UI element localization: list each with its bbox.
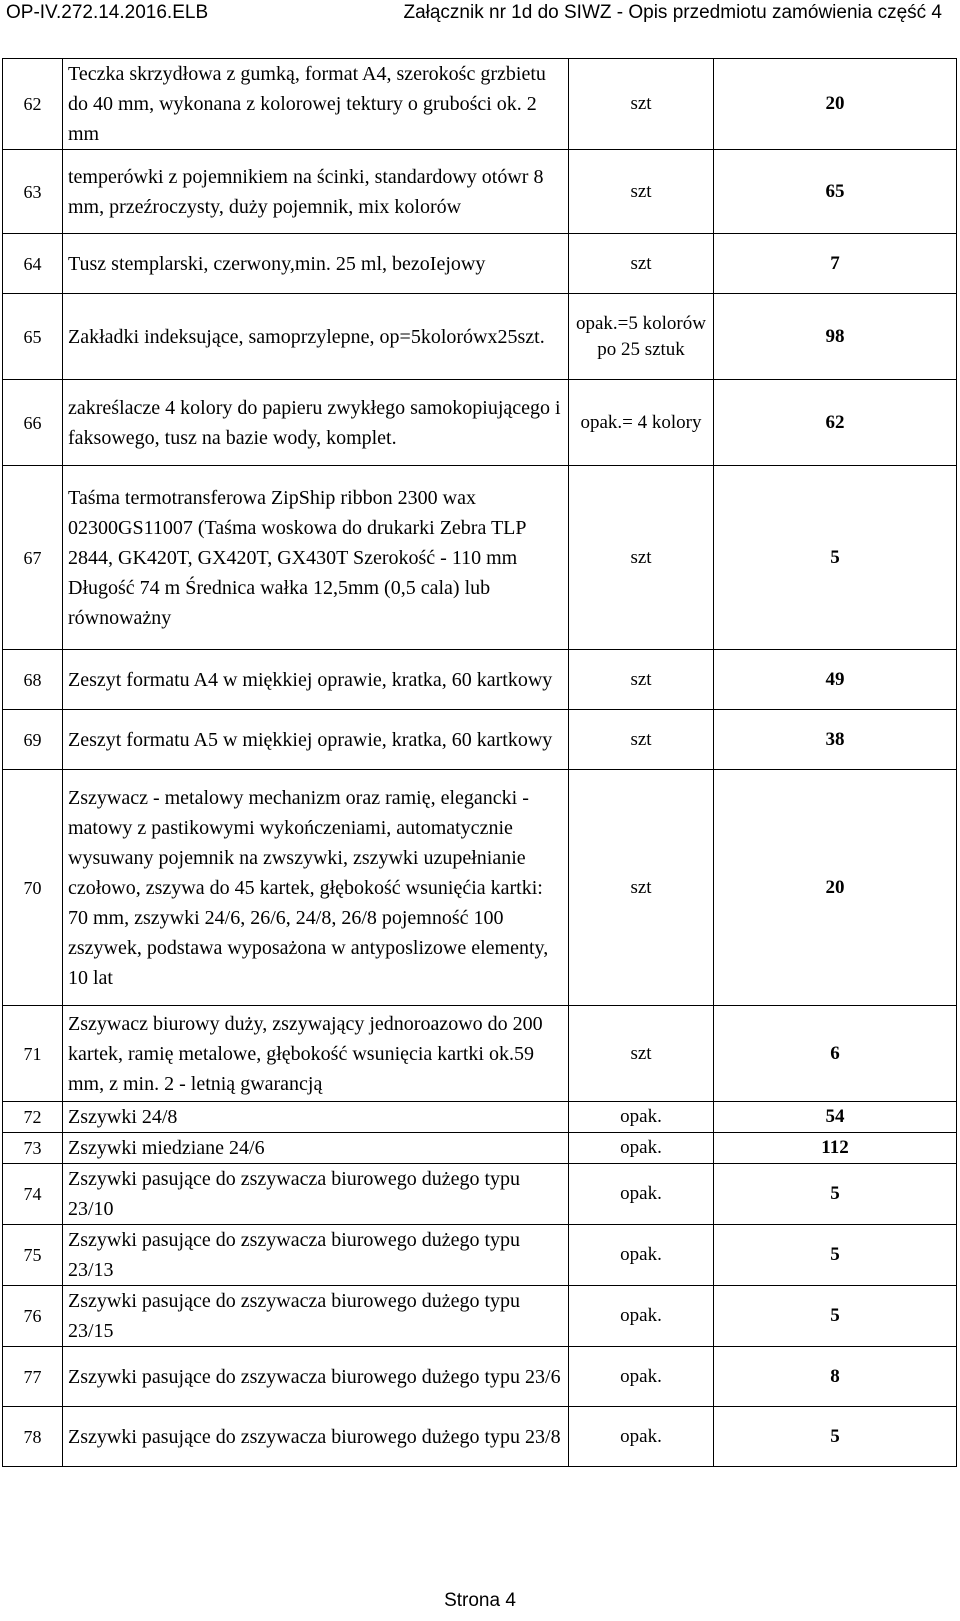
table-row [3,1164,957,1225]
item-unit: opak. [569,1164,714,1225]
item-description: zakreślacze 4 kolory do papieru zwykłego samokopiującego i faksowego, tusz na bazie wody, komplet. [63,380,569,466]
item-unit: opak. [569,1225,714,1286]
item-quantity: 5 [714,1164,957,1225]
table-row [3,650,957,710]
item-description: Zeszyt formatu A5 w miękkiej oprawie, kratka, 60 kartkowy [63,710,569,770]
item-quantity: 7 [714,234,957,294]
item-description: Zszywki miedziane 24/6 [63,1133,569,1164]
item-unit: szt [569,150,714,234]
item-quantity: 49 [714,650,957,710]
item-number: 70 [3,770,63,1006]
table-row [3,1133,957,1164]
item-number: 74 [3,1164,63,1225]
item-quantity: 62 [714,380,957,466]
table-row [3,234,957,294]
table-row [3,1102,957,1133]
item-number: 75 [3,1225,63,1286]
table-row [3,294,957,380]
item-unit: opak. [569,1286,714,1347]
item-quantity: 65 [714,150,957,234]
item-number: 72 [3,1102,63,1133]
item-quantity: 20 [714,770,957,1006]
table-row [3,1006,957,1102]
item-description: Zszywki pasujące do zszywacza biurowego dużego typu 23/15 [63,1286,569,1347]
page-footer [0,1590,960,1612]
item-description: Zszywki pasujące do zszywacza biurowego dużego typu 23/8 [63,1407,569,1467]
item-number: 69 [3,710,63,770]
item-unit: szt [569,466,714,650]
item-quantity: 5 [714,466,957,650]
attachment-title: Załącznik nr 1d do SIWZ - Opis przedmiotu zamówienia część 4 [403,2,942,23]
item-description: Zeszyt formatu A4 w miękkiej oprawie, kratka, 60 kartkowy [63,650,569,710]
item-quantity: 38 [714,710,957,770]
table-row [3,1407,957,1467]
table-row [3,770,957,1006]
item-description: Zakładki indeksujące, samoprzylepne, op=5kolorówx25szt. [63,294,569,380]
item-number: 65 [3,294,63,380]
item-quantity: 5 [714,1286,957,1347]
table-row [3,710,957,770]
table-row [3,59,957,150]
item-unit: opak. [569,1133,714,1164]
item-number: 66 [3,380,63,466]
item-description: Zszywacz - metalowy mechanizm oraz ramię, elegancki - matowy z pastikowymi wykończeniami, automatycznie wysuwany pojemnik na zwszywki, zszywki uzupełnianie czołowo, zszywa do 45 kartek, głębokość wsunięćia kartki: 70 mm, zszywki 24/6, 26/6, 24/8, 26/8 pojemność 100 zszywek, podstawa wyposażona w antyposlizowe elementy, 10 lat [63,770,569,1006]
item-number: 62 [3,59,63,150]
item-quantity: 5 [714,1225,957,1286]
item-unit: opak. [569,1102,714,1133]
item-description: Zszywki pasujące do zszywacza biurowego dużego typu 23/6 [63,1347,569,1407]
table-row [3,1347,957,1407]
item-description: temperówki z pojemnikiem na ścinki, standardowy otówr 8 mm, przeźroczysty, duży pojemnik, mix kolorów [63,150,569,234]
item-number: 71 [3,1006,63,1102]
document-reference: OP-IV.272.14.2016.ELB [6,2,209,23]
item-quantity: 112 [714,1133,957,1164]
page-number: Strona 4 [444,1590,516,1611]
item-number: 68 [3,650,63,710]
item-description: Zszywki pasujące do zszywacza biurowego dużego typu 23/10 [63,1164,569,1225]
item-quantity: 54 [714,1102,957,1133]
item-quantity: 6 [714,1006,957,1102]
table-row [3,1225,957,1286]
table-row [3,1286,957,1347]
table-row [3,466,957,650]
item-unit: szt [569,710,714,770]
item-number: 67 [3,466,63,650]
table-row [3,150,957,234]
item-number: 76 [3,1286,63,1347]
item-description: Taśma termotransferowa ZipShip ribbon 2300 wax 02300GS11007 (Taśma woskowa do drukarki Zebra TLP 2844, GK420T, GX420T, GX430T Szerokość - 110 mm Długość 74 m Średnica wałka 12,5mm (0,5 cala) lub równoważny [63,466,569,650]
item-quantity: 20 [714,59,957,150]
item-number: 78 [3,1407,63,1467]
item-number: 73 [3,1133,63,1164]
item-description: Zszywki 24/8 [63,1102,569,1133]
item-description: Teczka skrzydłowa z gumką, format A4, szerokośc grzbietu do 40 mm, wykonana z kolorowej tektury o grubości ok. 2 mm [63,59,569,150]
item-unit: szt [569,650,714,710]
table-row [3,380,957,466]
item-description: Tusz stemplarski, czerwony,min. 25 ml, bezoIejowy [63,234,569,294]
item-unit: szt [569,770,714,1006]
item-unit: opak. [569,1407,714,1467]
item-description: Zszywki pasujące do zszywacza biurowego dużego typu 23/13 [63,1225,569,1286]
item-unit: szt [569,59,714,150]
item-number: 64 [3,234,63,294]
item-quantity: 98 [714,294,957,380]
item-unit: szt [569,234,714,294]
item-unit: opak.= 4 kolory [569,380,714,466]
item-unit: opak. [569,1347,714,1407]
item-description: Zszywacz biurowy duży, zszywający jednoroazowo do 200 kartek, ramię metalowe, głębokość wsunięcia kartki ok.59 mm, z min. 2 - letnią gwarancją [63,1006,569,1102]
item-quantity: 5 [714,1407,957,1467]
item-quantity: 8 [714,1347,957,1407]
item-number: 77 [3,1347,63,1407]
items-table [2,58,957,1467]
page-header [0,0,960,28]
item-unit: szt [569,1006,714,1102]
item-number: 63 [3,150,63,234]
item-unit: opak.=5 kolorów po 25 sztuk [569,294,714,380]
